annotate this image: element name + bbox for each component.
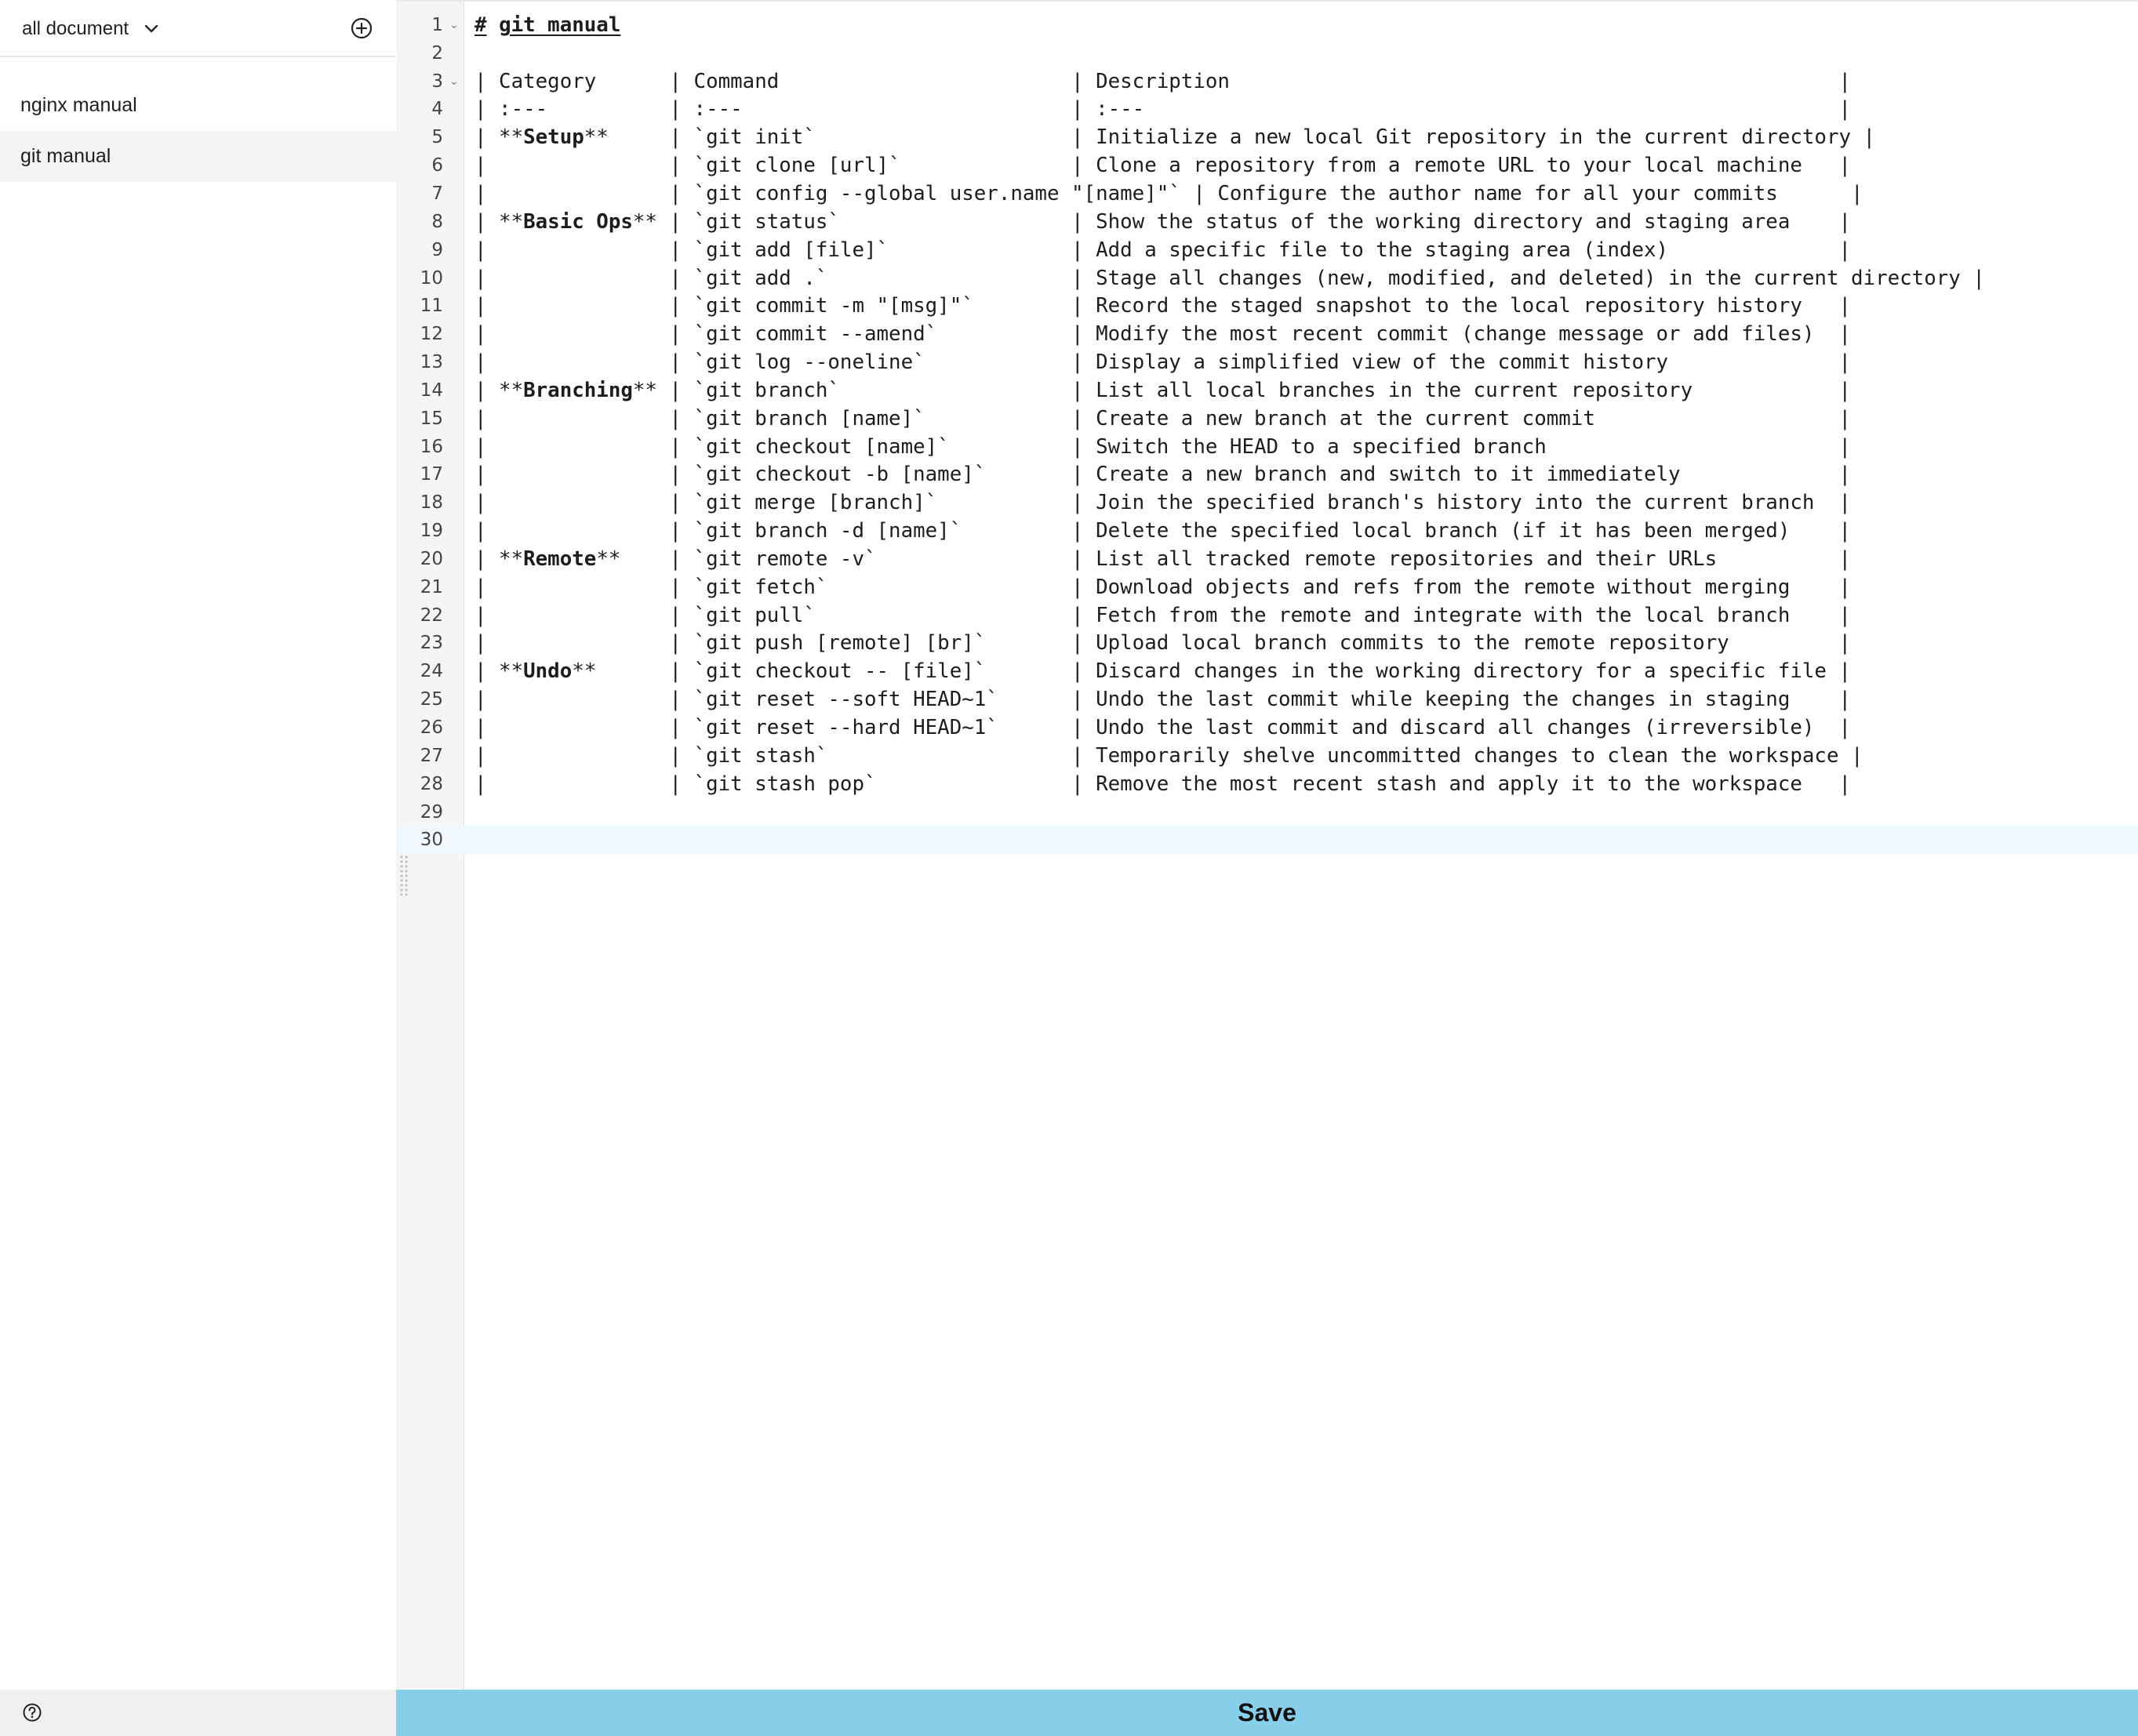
- line-number: 7: [431, 183, 443, 204]
- fold-chevron-icon[interactable]: ⌄: [449, 74, 459, 88]
- line-number: 26: [420, 717, 443, 739]
- editor-line[interactable]: [396, 517, 2138, 545]
- save-button[interactable]: [396, 1690, 2138, 1736]
- markdown-editor[interactable]: [396, 0, 2138, 1690]
- line-number: 10: [420, 267, 443, 289]
- line-number: 25: [420, 689, 443, 710]
- heading-marker: #: [475, 13, 487, 37]
- line-content: | **Basic Ops** | `git status` | Show the status of the working directory and staging area |: [475, 209, 1852, 234]
- line-content: | | `git checkout [name]` | Switch the HEAD to a specified branch |: [475, 434, 1852, 459]
- line-content: [475, 13, 620, 37]
- document-item[interactable]: [0, 131, 396, 182]
- line-content: | :--- | :--- | :--- |: [475, 97, 1852, 122]
- line-number: 5: [431, 127, 443, 148]
- line-number: 27: [420, 745, 443, 766]
- editor-line[interactable]: [396, 657, 2138, 685]
- editor-line[interactable]: [396, 433, 2138, 461]
- line-number: 8: [431, 211, 443, 232]
- line-content: | | `git reset --soft HEAD~1` | Undo the last commit while keeping the changes in staging |: [475, 688, 1852, 712]
- editor-line[interactable]: [396, 573, 2138, 601]
- document-item[interactable]: [0, 80, 396, 131]
- line-content: | | `git clone [url]` | Clone a repository from a remote URL to your local machine |: [475, 154, 1852, 178]
- line-content: | | `git config --global user.name "[name]"` | Configure the author name for all your commits |: [475, 181, 1863, 205]
- editor-line[interactable]: [396, 601, 2138, 630]
- editor-line[interactable]: [396, 770, 2138, 798]
- line-number: 3: [431, 71, 443, 92]
- editor-line[interactable]: [396, 630, 2138, 658]
- line-number: 1: [431, 14, 443, 35]
- editor-line[interactable]: [396, 405, 2138, 433]
- editor-line[interactable]: [396, 96, 2138, 124]
- line-number: 11: [420, 296, 443, 317]
- editor-line[interactable]: [396, 39, 2138, 67]
- line-number: 2: [431, 42, 443, 64]
- line-number: 13: [420, 352, 443, 373]
- question-circle-icon: [22, 1702, 42, 1723]
- editor-line[interactable]: [396, 292, 2138, 320]
- save-button-label: Save: [1238, 1698, 1296, 1727]
- line-content: | | `git add .` | Stage all changes (new, modified, and deleted) in the current directory |: [475, 266, 1985, 290]
- line-number: 6: [431, 155, 443, 176]
- editor-line[interactable]: [396, 67, 2138, 96]
- editor-line[interactable]: [396, 742, 2138, 770]
- line-number: 24: [420, 661, 443, 682]
- line-number: 14: [420, 380, 443, 401]
- line-number: 4: [431, 99, 443, 120]
- editor-line[interactable]: [396, 208, 2138, 236]
- sidebar: [0, 0, 396, 1736]
- plus-circle-icon: [350, 16, 373, 40]
- line-number: 21: [420, 576, 443, 597]
- line-number: 30: [420, 830, 443, 851]
- line-number: 12: [420, 324, 443, 345]
- line-number: 23: [420, 633, 443, 654]
- editor-line[interactable]: [396, 236, 2138, 264]
- line-content: | | `git commit -m "[msg]"` | Record the staged snapshot to the local repository history |: [475, 294, 1852, 318]
- heading-text: git manual: [499, 13, 621, 37]
- line-content: | **Undo** | `git checkout -- [file]` | Discard changes in the working directory for a specific file |: [475, 659, 1852, 684]
- editor-line[interactable]: [396, 376, 2138, 405]
- editor-line[interactable]: [396, 798, 2138, 826]
- line-number: 28: [420, 773, 443, 794]
- document-title: git manual: [20, 145, 111, 167]
- editor-line[interactable]: [396, 151, 2138, 180]
- document-title: nginx manual: [20, 94, 137, 116]
- line-content: | **Setup** | `git init` | Initialize a new local Git repository in the current directory |: [475, 125, 1876, 150]
- line-content: | | `git add [file]` | Add a specific file to the staging area (index) |: [475, 238, 1852, 262]
- line-content: | | `git stash pop` | Remove the most recent stash and apply it to the workspace |: [475, 772, 1852, 796]
- editor-line[interactable]: [396, 461, 2138, 489]
- document-list: [0, 80, 396, 182]
- fold-chevron-icon[interactable]: ⌄: [449, 18, 459, 31]
- line-content: | | `git branch [name]` | Create a new branch at the current commit |: [475, 406, 1852, 430]
- line-content: | **Remote** | `git remote -v` | List all tracked remote repositories and their URLs |: [475, 547, 1852, 571]
- editor-line[interactable]: [396, 685, 2138, 714]
- editor-line[interactable]: [396, 714, 2138, 742]
- editor-line[interactable]: [396, 11, 2138, 39]
- line-number: 16: [420, 436, 443, 457]
- line-content: | | `git stash` | Temporarily shelve uncommitted changes to clean the workspace |: [475, 743, 1863, 768]
- sidebar-header: [0, 0, 396, 57]
- line-content: | | `git log --oneline` | Display a simplified view of the commit history |: [475, 350, 1852, 375]
- chevron-down-icon: [143, 20, 160, 38]
- line-content: | | `git branch -d [name]` | Delete the specified local branch (if it has been merged) |: [475, 519, 1852, 543]
- code-area[interactable]: [396, 11, 2138, 854]
- line-number: 18: [420, 492, 443, 514]
- editor-line[interactable]: [396, 826, 2138, 854]
- line-content: | | `git checkout -b [name]` | Create a new branch and switch to it immediately |: [475, 463, 1852, 487]
- document-filter-label: all document: [22, 18, 129, 39]
- line-number: 20: [420, 548, 443, 569]
- editor-line[interactable]: [396, 488, 2138, 517]
- line-number: 19: [420, 521, 443, 542]
- editor-line[interactable]: [396, 320, 2138, 348]
- document-filter-dropdown[interactable]: [22, 14, 160, 44]
- help-button[interactable]: [22, 1702, 42, 1723]
- line-content: | | `git merge [branch]` | Join the specified branch's history into the current branch |: [475, 491, 1852, 515]
- line-number: 17: [420, 464, 443, 485]
- editor-line[interactable]: [396, 545, 2138, 573]
- editor-line[interactable]: [396, 123, 2138, 151]
- line-content: | | `git push [remote] [br]` | Upload local branch commits to the remote repository |: [475, 631, 1852, 656]
- editor-line[interactable]: [396, 264, 2138, 292]
- line-content: | | `git commit --amend` | Modify the most recent commit (change message or add files) |: [475, 322, 1852, 347]
- line-content: | Category | Command | Description |: [475, 69, 1852, 93]
- editor-line[interactable]: [396, 180, 2138, 208]
- line-number: 9: [431, 239, 443, 260]
- line-number: 22: [420, 605, 443, 626]
- line-content: | | `git pull` | Fetch from the remote and integrate with the local branch |: [475, 603, 1852, 627]
- sidebar-footer: [0, 1690, 396, 1736]
- add-document-button[interactable]: [350, 16, 373, 40]
- line-content: | | `git reset --hard HEAD~1` | Undo the last commit and discard all changes (irreversible) |: [475, 716, 1852, 740]
- line-content: | | `git fetch` | Download objects and refs from the remote without merging |: [475, 575, 1852, 599]
- line-number: 15: [420, 408, 443, 429]
- line-number: 29: [420, 801, 443, 823]
- editor-line[interactable]: [396, 348, 2138, 376]
- line-content: | **Branching** | `git branch` | List all local branches in the current repository |: [475, 378, 1852, 402]
